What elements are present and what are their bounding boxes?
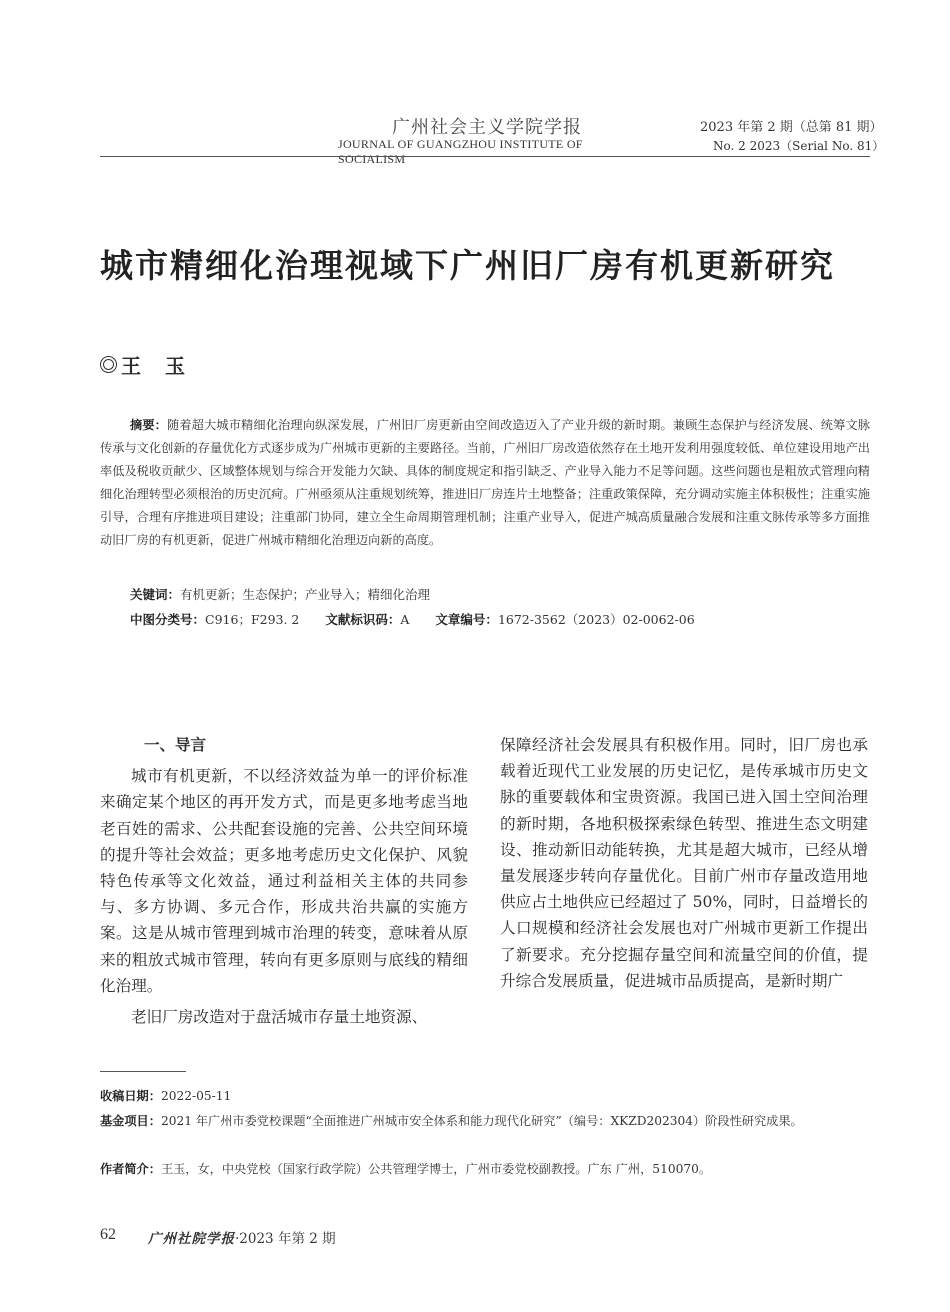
abstract-label: 摘要：: [130, 418, 168, 432]
section-heading: 一、导言: [144, 736, 207, 754]
author-name: 王玉: [121, 354, 209, 378]
abstract: [100, 414, 870, 552]
issue-info-en: No. 2 2023（Serial No. 81）: [713, 139, 885, 153]
journal-title-en: JOURNAL OF GUANGZHOU INSTITUTE OF SOCIALISM: [338, 137, 583, 166]
author-mark-icon: [100, 356, 117, 373]
header-divider: [100, 156, 870, 157]
footnote-author-bio: [100, 1159, 870, 1180]
fund-value: 2021 年广州市委党校课题“全面推进广州城市安全体系和能力现代化研究”（编号：XKZD202304）阶段性研究成果。: [160, 1114, 803, 1128]
page-number: 62: [100, 1226, 116, 1243]
fund-label: 基金项目：: [100, 1114, 161, 1128]
footnote-divider: [100, 1071, 186, 1072]
received-value: 2022-05-11: [160, 1089, 232, 1103]
journal-title-cn: 广州社会主义学院学报: [392, 117, 582, 138]
bio-value: 王玉，女，中央党校（国家行政学院）公共管理学博士，广州市委党校副教授。广东 广州，510070。: [160, 1162, 712, 1176]
clc-value: C916；F293. 2: [205, 612, 300, 627]
author-line: [100, 350, 209, 379]
body-column-left: [100, 732, 468, 1030]
footnote-fund: [100, 1111, 870, 1132]
abstract-text: 随着超大城市精细化治理向纵深发展，广州旧厂房更新由空间改造迈入了产业升级的新时期。兼顾生态保护与经济发展、统筹文脉传承与文化创新的存量优化方式逐步成为广州城市更新的主要路径。当前，广州旧厂房改造依然存在土地开发利用强度较低、单位建设用地产出率低及税收贡献少、区域整体规划与综合开发能力欠缺、具体的制度规定和指引缺乏、产业导入能力不足等问题。这些问题也是粗放式管理向精细化治理转型必须根治的历史沉疴。广州亟须从注重规划统筹，推进旧厂房连片土地整备；注重政策保障，充分调动实施主体积极性；注重实施引导，合理有序推进项目建设；注重部门协同，建立全生命周期管理机制；注重产业导入，促进产城高质量融合发展和注重文脉传承等多方面推动旧厂房的有机更新，促进广州城市精细化治理迈向新的高度。: [100, 418, 871, 547]
footer-issue: ·2023 年第 2 期: [235, 1231, 336, 1247]
keywords: [130, 585, 430, 603]
received-label: 收稿日期：: [100, 1089, 161, 1103]
article-title: 城市精细化治理视域下广州旧厂房有机更新研究: [100, 246, 835, 285]
classification-line: [130, 610, 695, 628]
footnote-received: [100, 1086, 870, 1107]
footer-journal-name: 广州社院学报: [148, 1231, 235, 1247]
article-number-label: 文章编号：: [435, 612, 498, 627]
doc-code-value: A: [400, 612, 410, 627]
body-paragraph: 城市有机更新，不以经济效益为单一的评价标准来确定某个地区的再开发方式，而是更多地考虑当地老百姓的需求、公共配套设施的完善、公共空间环境的提升等社会效益；更多地考虑历史文化保护、风貌特色传承等文化效益，通过利益相关主体的共同参与、多方协调、多元合作，形成共治共赢的实施方案。这是从城市管理到城市治理的转变，意味着从原来的粗放式城市管理，转向有更多原则与底线的精细化治理。: [100, 767, 468, 995]
body-paragraph: 老旧厂房改造对于盘活城市存量土地资源、: [131, 1008, 428, 1027]
issue-info-cn: 2023 年第 2 期（总第 81 期）: [700, 120, 883, 135]
keywords-text: 有机更新；生态保护；产业导入；精细化治理: [180, 587, 431, 602]
body-column-right: [500, 732, 868, 994]
clc-label: 中图分类号：: [130, 612, 206, 627]
doc-code-label: 文献标识码：: [325, 612, 401, 627]
bio-label: 作者简介：: [100, 1162, 161, 1176]
footer-journal: [148, 1227, 336, 1247]
body-paragraph: 保障经济社会发展具有积极作用。同时，旧厂房也承载着近现代工业发展的历史记忆，是传承城市历史文脉的重要载体和宝贵资源。我国已进入国土空间治理的新时期，各地积极探索绿色转型、推进生态文明建设、推动新旧动能转换，尤其是超大城市，已经从增量发展逐步转向存量优化。目前广州市存量改造用地供应占土地供应已经超过了 50%，同时，日益增长的人口规模和经济社会发展也对广州城市更新工作提出了新要求。充分挖掘存量空间和流量空间的价值，提升综合发展质量，促进城市品质提高，是新时期广: [500, 736, 868, 990]
keywords-label: 关键词：: [130, 587, 181, 602]
article-number-value: 1672-3562（2023）02-0062-06: [497, 612, 695, 627]
